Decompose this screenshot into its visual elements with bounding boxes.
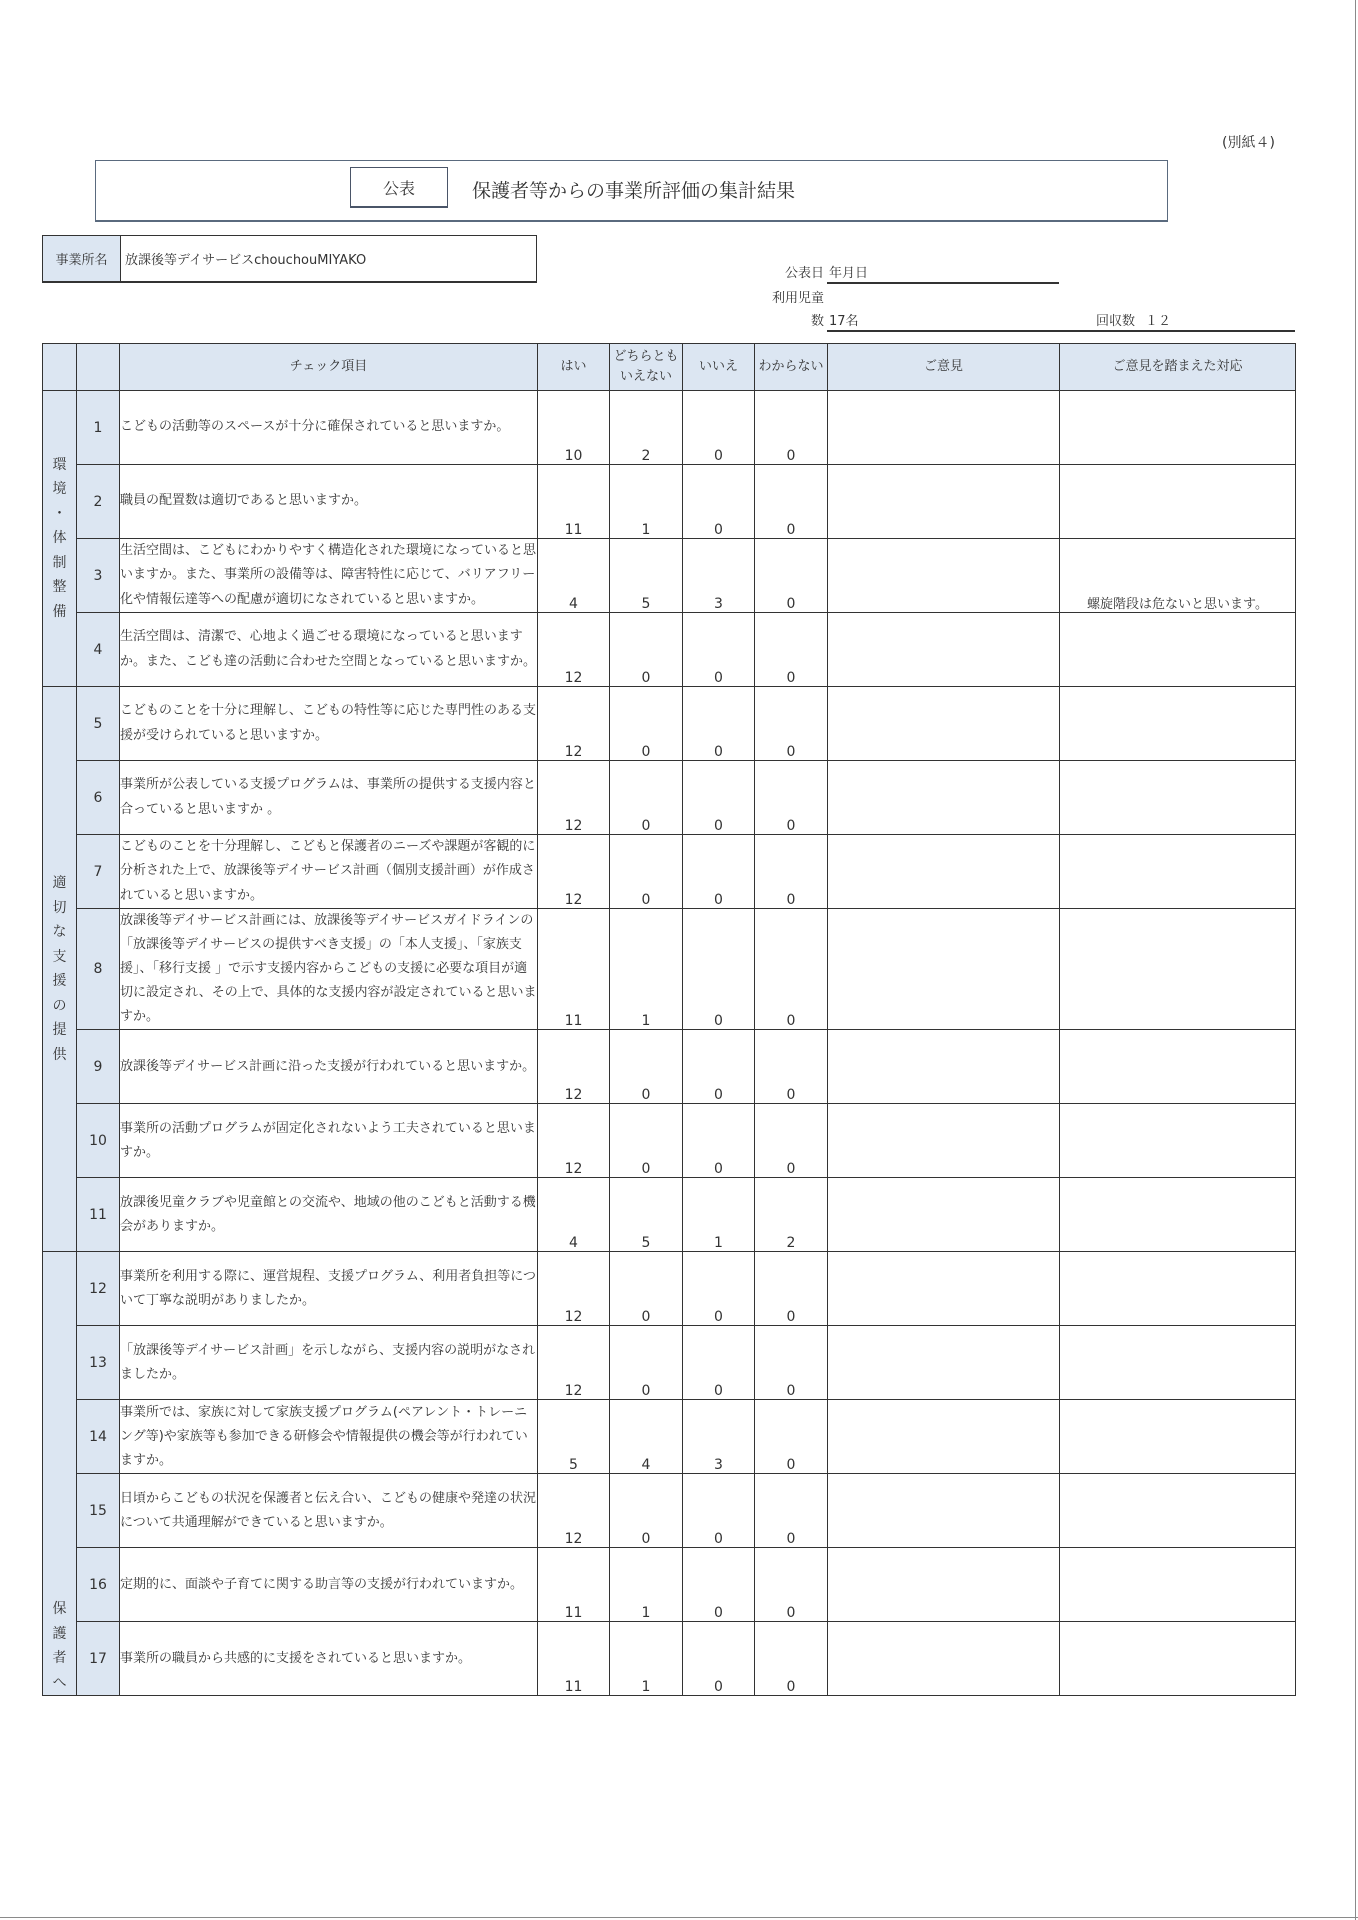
row-number: 17 bbox=[77, 1622, 120, 1696]
category-label-1: 適 切 な 支 援 の 提 供 bbox=[43, 687, 77, 1252]
header-neither-line1: どちらとも bbox=[613, 348, 679, 364]
count-no: 0 bbox=[683, 761, 755, 835]
response-cell bbox=[1060, 1400, 1296, 1474]
count-unknown: 0 bbox=[755, 1252, 828, 1326]
count-no: 0 bbox=[683, 1622, 755, 1696]
evaluation-table bbox=[42, 343, 1296, 1696]
row-number: 4 bbox=[77, 613, 120, 687]
count-yes: 12 bbox=[538, 1252, 610, 1326]
count-yes: 10 bbox=[538, 391, 610, 465]
row-number: 5 bbox=[77, 687, 120, 761]
count-no: 0 bbox=[683, 465, 755, 539]
response-cell bbox=[1060, 1474, 1296, 1548]
opinion-cell bbox=[828, 1326, 1060, 1400]
question-text: 日頃からこどもの状況を保護者と伝え合い、こどもの健康や発達の状況について共通理解ができていると思いますか。 bbox=[120, 1474, 538, 1548]
row-number: 2 bbox=[77, 465, 120, 539]
count-neither: 2 bbox=[610, 391, 683, 465]
opinion-cell bbox=[828, 465, 1060, 539]
question-text: 放課後児童クラブや児童館との交流や、地域の他のこどもと活動する機会がありますか。 bbox=[120, 1178, 538, 1252]
header-number bbox=[77, 344, 120, 391]
question-text: 定期的に、面談や子育てに関する助言等の支援が行われていますか。 bbox=[120, 1548, 538, 1622]
count-yes: 12 bbox=[538, 835, 610, 909]
question-text: 事業所を利用する際に、運営規程、支援プログラム、利用者負担等について丁寧な説明がありましたか。 bbox=[120, 1252, 538, 1326]
page-edge-bottom bbox=[0, 1917, 1358, 1918]
opinion-cell bbox=[828, 835, 1060, 909]
count-neither: 1 bbox=[610, 465, 683, 539]
page-edge-right bbox=[1355, 0, 1356, 1920]
table-row bbox=[43, 539, 1296, 613]
table-row bbox=[43, 1252, 1296, 1326]
count-neither: 0 bbox=[610, 835, 683, 909]
question-text: 生活空間は、こどもにわかりやすく構造化された環境になっていると思いますか。また、事業所の設備等は、障害特性に応じて、バリアフリー化や情報伝達等への配慮が適切になされていると思いますか。 bbox=[120, 539, 538, 613]
office-name-box bbox=[42, 235, 537, 283]
header-unknown: わからない bbox=[755, 344, 828, 391]
count-unknown: 0 bbox=[755, 613, 828, 687]
count-yes: 11 bbox=[538, 1548, 610, 1622]
count-unknown: 0 bbox=[755, 1326, 828, 1400]
count-no: 0 bbox=[683, 1030, 755, 1104]
row-number: 9 bbox=[77, 1030, 120, 1104]
opinion-cell bbox=[828, 1104, 1060, 1178]
response-cell bbox=[1060, 613, 1296, 687]
category-label-0: 環 境 ・ 体 制 整 備 bbox=[43, 391, 77, 687]
table-row bbox=[43, 1474, 1296, 1548]
count-neither: 0 bbox=[610, 761, 683, 835]
header-category bbox=[43, 344, 77, 391]
count-unknown: 0 bbox=[755, 1030, 828, 1104]
table-row bbox=[43, 613, 1296, 687]
document-title: 保護者等からの事業所評価の集計結果 bbox=[472, 180, 796, 202]
annex-label: (別紙４) bbox=[1222, 135, 1275, 151]
row-number: 15 bbox=[77, 1474, 120, 1548]
table-row bbox=[43, 391, 1296, 465]
response-cell bbox=[1060, 465, 1296, 539]
count-yes: 12 bbox=[538, 613, 610, 687]
count-yes: 12 bbox=[538, 1474, 610, 1548]
header-check-item: チェック項目 bbox=[120, 344, 538, 391]
count-unknown: 0 bbox=[755, 761, 828, 835]
row-number: 12 bbox=[77, 1252, 120, 1326]
count-neither: 5 bbox=[610, 1178, 683, 1252]
opinion-cell bbox=[828, 1548, 1060, 1622]
category-label-2: 保 護 者 へ bbox=[43, 1252, 77, 1696]
count-no: 0 bbox=[683, 1104, 755, 1178]
row-number: 10 bbox=[77, 1104, 120, 1178]
header-neither bbox=[610, 344, 683, 391]
count-neither: 0 bbox=[610, 1104, 683, 1178]
children-count-label-line1: 利用児童 bbox=[771, 291, 824, 306]
header-yes: はい bbox=[538, 344, 610, 391]
count-yes: 12 bbox=[538, 687, 610, 761]
table-row bbox=[43, 1104, 1296, 1178]
count-yes: 11 bbox=[538, 1622, 610, 1696]
count-no: 0 bbox=[683, 391, 755, 465]
count-neither: 5 bbox=[610, 539, 683, 613]
question-text: 職員の配置数は適切であると思いますか。 bbox=[120, 465, 538, 539]
count-unknown: 0 bbox=[755, 539, 828, 613]
count-neither: 0 bbox=[610, 1030, 683, 1104]
response-cell bbox=[1060, 1622, 1296, 1696]
count-no: 1 bbox=[683, 1178, 755, 1252]
response-cell bbox=[1060, 835, 1296, 909]
response-cell bbox=[1060, 761, 1296, 835]
response-cell bbox=[1060, 1326, 1296, 1400]
table-row bbox=[43, 835, 1296, 909]
table-row bbox=[43, 1030, 1296, 1104]
opinion-cell bbox=[828, 1252, 1060, 1326]
table-row bbox=[43, 1400, 1296, 1474]
children-count-value: 17名 bbox=[829, 314, 859, 329]
table-row bbox=[43, 687, 1296, 761]
table-row bbox=[43, 761, 1296, 835]
count-no: 0 bbox=[683, 909, 755, 1030]
opinion-cell bbox=[828, 391, 1060, 465]
question-text: 事業所の活動プログラムが固定化されないよう工夫されていると思いますか。 bbox=[120, 1104, 538, 1178]
question-text: こどもの活動等のスペースが十分に確保されていると思いますか。 bbox=[120, 391, 538, 465]
count-neither: 1 bbox=[610, 909, 683, 1030]
pub-date-label: 公表日 bbox=[784, 266, 824, 281]
response-cell bbox=[1060, 687, 1296, 761]
row-number: 13 bbox=[77, 1326, 120, 1400]
pub-date-value: 年月日 bbox=[829, 266, 869, 281]
question-text: こどものことを十分に理解し、こどもの特性等に応じた専門性のある支援が受けられていると思いますか。 bbox=[120, 687, 538, 761]
opinion-cell bbox=[828, 909, 1060, 1030]
opinion-cell bbox=[828, 1400, 1060, 1474]
question-text: 「放課後等デイサービス計画」を示しながら、支援内容の説明がなされましたか。 bbox=[120, 1326, 538, 1400]
row-number: 6 bbox=[77, 761, 120, 835]
row-number: 3 bbox=[77, 539, 120, 613]
count-unknown: 0 bbox=[755, 465, 828, 539]
opinion-cell bbox=[828, 1178, 1060, 1252]
count-unknown: 0 bbox=[755, 1104, 828, 1178]
question-text: こどものことを十分理解し、こどもと保護者のニーズや課題が客観的に分析された上で、放課後等デイサービス計画（個別支援計画）が作成されていると思いますか。 bbox=[120, 835, 538, 909]
count-neither: 4 bbox=[610, 1400, 683, 1474]
count-yes: 12 bbox=[538, 1104, 610, 1178]
count-unknown: 0 bbox=[755, 835, 828, 909]
count-no: 0 bbox=[683, 687, 755, 761]
count-no: 0 bbox=[683, 835, 755, 909]
opinion-cell bbox=[828, 1622, 1060, 1696]
response-cell bbox=[1060, 1030, 1296, 1104]
count-neither: 0 bbox=[610, 687, 683, 761]
opinion-cell bbox=[828, 613, 1060, 687]
count-no: 0 bbox=[683, 1474, 755, 1548]
count-yes: 4 bbox=[538, 1178, 610, 1252]
count-unknown: 0 bbox=[755, 391, 828, 465]
office-name-label: 事業所名 bbox=[43, 236, 121, 281]
count-no: 0 bbox=[683, 1252, 755, 1326]
office-name-value: 放課後等デイサービスchouchouMIYAKO bbox=[125, 253, 367, 268]
count-unknown: 2 bbox=[755, 1178, 828, 1252]
table-row bbox=[43, 909, 1296, 1030]
count-neither: 0 bbox=[610, 1252, 683, 1326]
count-no: 0 bbox=[683, 1326, 755, 1400]
count-no: 3 bbox=[683, 1400, 755, 1474]
response-cell bbox=[1060, 1252, 1296, 1326]
response-cell bbox=[1060, 1548, 1296, 1622]
opinion-cell bbox=[828, 687, 1060, 761]
count-no: 3 bbox=[683, 539, 755, 613]
opinion-cell bbox=[828, 1030, 1060, 1104]
row-number: 1 bbox=[77, 391, 120, 465]
children-count-label-line2: 数 bbox=[810, 314, 824, 329]
row-number: 14 bbox=[77, 1400, 120, 1474]
table-row bbox=[43, 1622, 1296, 1696]
row-number: 16 bbox=[77, 1548, 120, 1622]
public-badge: 公表 bbox=[350, 167, 448, 208]
opinion-cell bbox=[828, 761, 1060, 835]
header-opinion: ご意見 bbox=[828, 344, 1060, 391]
count-yes: 5 bbox=[538, 1400, 610, 1474]
count-yes: 12 bbox=[538, 1030, 610, 1104]
count-neither: 1 bbox=[610, 1548, 683, 1622]
table-row bbox=[43, 1178, 1296, 1252]
count-yes: 4 bbox=[538, 539, 610, 613]
count-no: 0 bbox=[683, 1548, 755, 1622]
count-neither: 0 bbox=[610, 1326, 683, 1400]
count-unknown: 0 bbox=[755, 1474, 828, 1548]
count-yes: 12 bbox=[538, 761, 610, 835]
count-neither: 1 bbox=[610, 1622, 683, 1696]
response-cell bbox=[1060, 909, 1296, 1030]
header-response: ご意見を踏まえた対応 bbox=[1060, 344, 1296, 391]
response-cell: 螺旋階段は危ないと思います。 bbox=[1060, 539, 1296, 613]
page-cutoff-mask bbox=[42, 1698, 122, 1718]
opinion-cell bbox=[828, 1474, 1060, 1548]
count-unknown: 0 bbox=[755, 1548, 828, 1622]
count-unknown: 0 bbox=[755, 1400, 828, 1474]
row-number: 11 bbox=[77, 1178, 120, 1252]
header-no: いいえ bbox=[683, 344, 755, 391]
row-number: 8 bbox=[77, 909, 120, 1030]
count-unknown: 0 bbox=[755, 909, 828, 1030]
question-text: 事業所では、家族に対して家族支援プログラム(ペアレント・トレーニング等)や家族等も参加できる研修会や情報提供の機会等が行われていますか。 bbox=[120, 1400, 538, 1474]
count-yes: 11 bbox=[538, 465, 610, 539]
response-cell bbox=[1060, 391, 1296, 465]
count-yes: 12 bbox=[538, 1326, 610, 1400]
question-text: 生活空間は、清潔で、心地よく過ごせる環境になっていると思いますか。また、こども達の活動に合わせた空間となっていると思いますか。 bbox=[120, 613, 538, 687]
table-row bbox=[43, 465, 1296, 539]
returned-count-value: １２ bbox=[1145, 314, 1172, 329]
question-text: 事業所の職員から共感的に支援をされていると思いますか。 bbox=[120, 1622, 538, 1696]
count-yes: 11 bbox=[538, 909, 610, 1030]
count-no: 0 bbox=[683, 613, 755, 687]
count-underline bbox=[827, 330, 1295, 332]
count-neither: 0 bbox=[610, 1474, 683, 1548]
response-cell bbox=[1060, 1104, 1296, 1178]
row-number: 7 bbox=[77, 835, 120, 909]
count-unknown: 0 bbox=[755, 1622, 828, 1696]
returned-count-label: 回収数 bbox=[1096, 314, 1136, 329]
response-cell bbox=[1060, 1178, 1296, 1252]
table-row bbox=[43, 1548, 1296, 1622]
header-neither-line2: いえない bbox=[619, 369, 672, 384]
count-neither: 0 bbox=[610, 613, 683, 687]
table-header-row bbox=[43, 344, 1296, 391]
question-text: 放課後等デイサービス計画には、放課後等デイサービスガイドラインの「放課後等デイサービスの提供すべき支援」の「本人支援」、「家族支援」、「移行支援 」で示す支援内容からこどもの支援に必要な項目が適切に設定され、その上で、具体的な支援内容が設定されていると思いますか。 bbox=[120, 909, 538, 1030]
opinion-cell bbox=[828, 539, 1060, 613]
count-unknown: 0 bbox=[755, 687, 828, 761]
table-row bbox=[43, 1326, 1296, 1400]
question-text: 放課後等デイサービス計画に沿った支援が行われていると思いますか。 bbox=[120, 1030, 538, 1104]
pub-date-underline bbox=[827, 282, 1059, 284]
question-text: 事業所が公表している支援プログラムは、事業所の提供する支援内容と合っていると思いますか 。 bbox=[120, 761, 538, 835]
